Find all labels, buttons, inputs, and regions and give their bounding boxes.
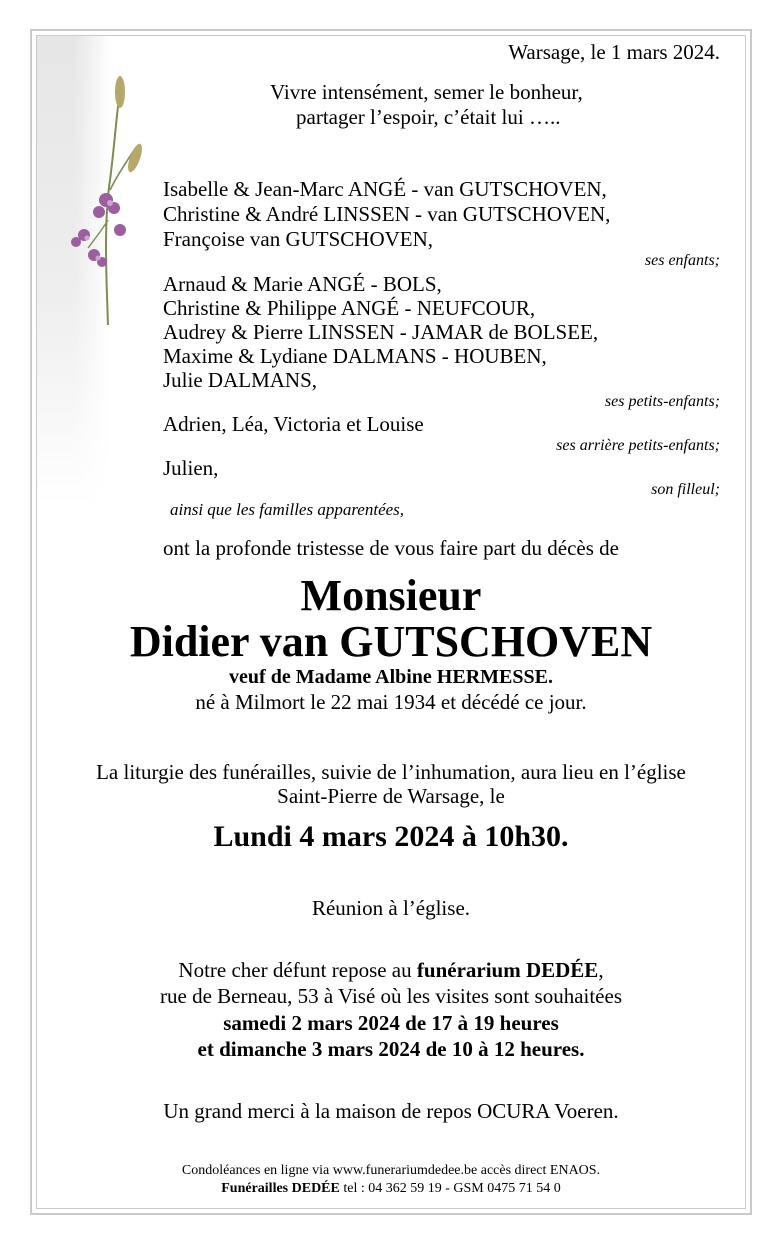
child-line-3: Françoise van GUTSCHOVEN,: [163, 227, 434, 251]
grandchild-line-5: Julie DALMANS,: [163, 368, 318, 392]
violet-flower-illustration: [64, 70, 144, 325]
company-name: Funérailles DEDÉE: [221, 1181, 340, 1196]
visits-address: rue de Berneau, 53 à Visé où les visites sont souhaitées: [160, 984, 622, 1008]
funeral-datetime: Lundi 4 mars 2024 à 10h30.: [213, 820, 569, 853]
announcement: ont la profonde tristesse de vous faire part du décès de: [162, 536, 619, 560]
grandchild-line-4: Maxime & Lydiane DALMANS - HOUBEN,: [163, 344, 547, 368]
children-label: ses enfants;: [644, 252, 720, 269]
visits-slot-2: et dimanche 3 mars 2024 de 10 à 12 heures.: [197, 1037, 585, 1061]
great-grandchildren: Adrien, Léa, Victoria et Louise: [163, 412, 424, 436]
visits-intro: [36, 958, 746, 982]
grandchild-line-2: Christine & Philippe ANGÉ - NEUFCOUR,: [163, 296, 536, 320]
contact-details: tel : 04 362 59 19 - GSM 0475 71 54 0: [339, 1181, 561, 1196]
reunion-line: Réunion à l’église.: [311, 896, 471, 920]
child-line-1: Isabelle & Jean-Marc ANGÉ - van GUTSCHOVEN,: [163, 177, 607, 201]
contact-line: [36, 1180, 746, 1197]
funeral-line-2: Saint-Pierre de Warsage, le: [277, 784, 505, 808]
widower-line: veuf de Madame Albine HERMESSE.: [229, 666, 553, 688]
epigraph-line-1: Vivre intensément, semer le bonheur,: [270, 80, 583, 104]
grandchild-line-3: Audrey & Pierre LINSSEN - JAMAR de BOLSEE,: [163, 320, 599, 344]
thanks-line: Un grand merci à la maison de repos OCURA Voeren.: [163, 1099, 619, 1123]
epigraph-line-2: partager l’espoir, c’était lui …..: [296, 105, 561, 129]
relatives-line: ainsi que les familles apparentées,: [170, 500, 405, 519]
funeral-line-1: La liturgie des funérailles, suivie de l’inhumation, aura lieu en l’église: [96, 760, 686, 784]
deceased-title: Monsieur: [300, 571, 482, 620]
funerarium-name: funérarium DEDÉE: [416, 958, 599, 982]
deceased-name: Didier van GUTSCHOVEN: [129, 617, 653, 666]
child-line-2: Christine & André LINSSEN - van GUTSCHOVEN,: [163, 202, 611, 226]
godson: Julien,: [163, 456, 219, 480]
grandchildren-label: ses petits-enfants;: [604, 393, 720, 410]
great-grandchildren-label: ses arrière petits-enfants;: [556, 437, 720, 454]
birth-death-line: né à Milmort le 22 mai 1934 et décédé ce jour.: [195, 690, 587, 714]
visits-slot-1: samedi 2 mars 2024 de 17 à 19 heures: [223, 1011, 559, 1035]
visits-comma: ,: [598, 958, 604, 982]
godson-label: son filleul;: [651, 481, 720, 498]
condolences-line: Condoléances en ligne via www.funerariumdedee.be accès direct ENAOS.: [181, 1163, 601, 1178]
date-line: Warsage, le 1 mars 2024.: [508, 40, 720, 64]
grandchild-line-1: Arnaud & Marie ANGÉ - BOLS,: [163, 272, 442, 296]
visits-intro-text: Notre cher défunt repose au: [178, 958, 412, 982]
